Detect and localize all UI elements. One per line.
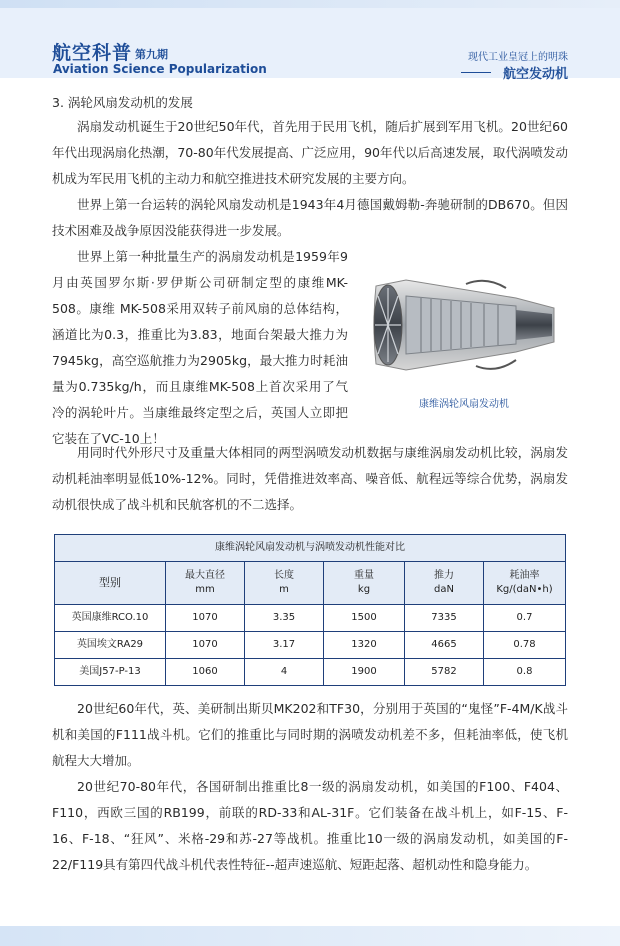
cell-model: 英国埃文RA29 — [55, 632, 166, 659]
cell-thrust: 4665 — [405, 632, 484, 659]
table-header-row — [55, 562, 566, 605]
header-length: 长度 m — [245, 562, 324, 605]
turbofan-engine-image — [366, 266, 562, 384]
cell-sfc: 0.8 — [484, 659, 566, 686]
cell-weight: 1900 — [324, 659, 405, 686]
header-subtitle: 现代工业皇冠上的明珠 — [468, 52, 568, 63]
brand-title-cn: 航空科普 — [52, 42, 133, 64]
paragraph-2: 世界上第一台运转的涡轮风扇发动机是1943年4月德国戴姆勒-奔驰研制的DB670。但因技术困难及战争原因没能获得进一步发展。 — [52, 197, 568, 238]
cell-weight: 1500 — [324, 605, 405, 632]
header-dash — [461, 72, 491, 73]
page-header — [0, 8, 620, 82]
paragraph-5: 20世纪60年代，英、美研制出斯贝MK202和TF30，分别用于英国的“鬼怪”F-4M/K战斗机和美国的F111战斗机。它们的推重比与同时期的涡喷发动机差不多，但耗油率低，使飞机航程大大增加。 — [52, 701, 568, 768]
header-topic: 航空发动机 — [502, 67, 568, 82]
issue-label: 第九期 — [135, 48, 168, 61]
cell-diameter: 1070 — [166, 605, 245, 632]
cell-length: 4 — [245, 659, 324, 686]
paragraph-1: 涡扇发动机诞生于20世纪50年代，首先用于民用飞机，随后扩展到军用飞机。20世纪60年代出现涡扇化热潮，70-80年代发展提高、广泛应用，90年代以后高速发展，取代涡喷发动机成为军民用飞机的主动力和航空推进技术研究发展的主要方向。 — [52, 119, 568, 186]
table-caption: 康维涡轮风扇发动机与涡喷发动机性能对比 — [55, 535, 566, 562]
header-sfc: 耗油率 Kg/(daN•h) — [484, 562, 566, 605]
cell-diameter: 1060 — [166, 659, 245, 686]
table-row — [55, 659, 566, 686]
header-diameter: 最大直径 mm — [166, 562, 245, 605]
article-body — [52, 92, 568, 878]
cell-length: 3.17 — [245, 632, 324, 659]
cell-model: 美国J57-P-13 — [55, 659, 166, 686]
table-row — [55, 632, 566, 659]
text-with-figure — [52, 244, 568, 446]
cell-sfc: 0.7 — [484, 605, 566, 632]
top-decor-band — [0, 0, 620, 8]
cell-length: 3.35 — [245, 605, 324, 632]
brand-title-en: Aviation Science Popularization — [53, 62, 267, 76]
paragraph-4: 用同时代外形尺寸及重量大体相同的两型涡喷发动机数据与康维涡扇发动机比较，涡扇发动机耗油率明显低10%-12%。同时，凭借推进效率高、噪音低、航程远等综合优势，涡扇发动机很快成了战斗机和民航客机的不二选择。 — [52, 445, 568, 512]
cell-diameter: 1070 — [166, 632, 245, 659]
section-title: 3. 涡轮风扇发动机的发展 — [52, 95, 193, 110]
header-thrust: 推力 daN — [405, 562, 484, 605]
cell-model: 英国康维RCO.10 — [55, 605, 166, 632]
bottom-decor-band — [0, 926, 620, 946]
paragraph-3: 世界上第一种批量生产的涡扇发动机是1959年9月由英国罗尔斯·罗伊斯公司研制定型的康维MK-508。康维 MK-508采用双转子前风扇的总体结构，涵道比为0.3，推重比为3.83，地面台架最大推力为7945kg，高空巡航推力为2905kg，最大推力时耗油量为0.735kg/h，而且康维MK-508上首次采用了气冷的涡轮叶片。当康维最终定型之后，英国人立即把它装在了VC-10上！ — [52, 249, 348, 446]
figure-caption: 康维涡轮风扇发动机 — [419, 399, 509, 410]
table-row — [55, 605, 566, 632]
paragraph-6: 20世纪70-80年代，各国研制出推重比8一级的涡扇发动机，如美国的F100、F404、F110，西欧三国的RB199，前联的RD-33和AL-31F。它们装备在战斗机上，如F-15、F-16、F-18、“狂风”、米格-29和苏-27等战机。推重比10一级的涡扇发动机，如美国的F-22/F119具有第四代战斗机代表性特征--超声速巡航、短距起落、超机动性和隐身能力。 — [52, 779, 568, 872]
cell-thrust: 7335 — [405, 605, 484, 632]
cell-sfc: 0.78 — [484, 632, 566, 659]
header-model: 型别 — [55, 562, 166, 605]
cell-thrust: 5782 — [405, 659, 484, 686]
header-weight: 重量 kg — [324, 562, 405, 605]
cell-weight: 1320 — [324, 632, 405, 659]
performance-table — [54, 534, 566, 686]
engine-figure — [360, 244, 568, 440]
